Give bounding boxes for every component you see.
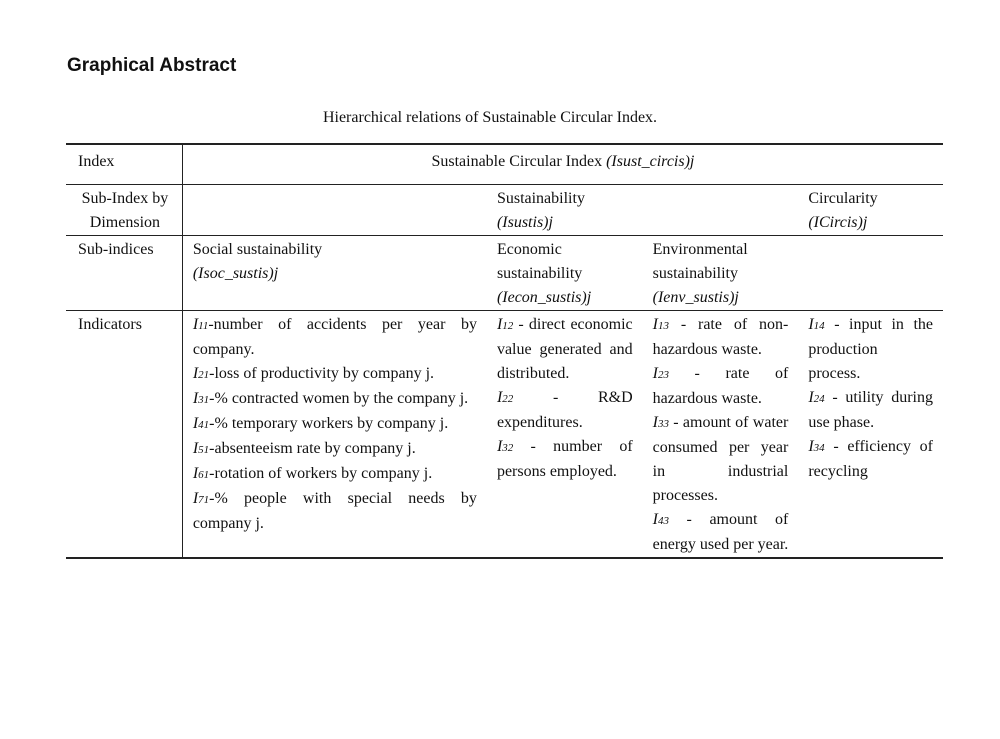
empty-cell bbox=[182, 185, 487, 236]
indicator-code: I bbox=[652, 316, 658, 333]
economic-label: Economic sustainability bbox=[496, 241, 583, 282]
indicator-code: I bbox=[496, 389, 503, 406]
indicator-item bbox=[808, 435, 933, 484]
indicator-item bbox=[193, 462, 477, 487]
social-symbol: (Isoc_sustis)j bbox=[192, 265, 279, 282]
indicator-text: - R&D expenditures. bbox=[496, 389, 633, 431]
circularity-indicators-cell bbox=[798, 311, 943, 559]
indicator-text: -% people with special needs by company j. bbox=[192, 490, 477, 532]
indicator-code: I bbox=[808, 389, 814, 406]
indicator-text: - direct economic value generated and distributed. bbox=[496, 316, 633, 382]
indicator-code: I bbox=[652, 365, 658, 382]
indicator-text: -loss of productivity by company j. bbox=[209, 365, 435, 382]
page-heading: Graphical Abstract bbox=[67, 55, 237, 76]
economic-symbol: (Iecon_sustis)j bbox=[496, 289, 592, 306]
table-row-index bbox=[66, 144, 943, 185]
row-label-indicators: Indicators bbox=[66, 311, 182, 559]
indicator-subscript: 21 bbox=[198, 369, 210, 381]
indicator-text: - efficiency of recycling bbox=[808, 438, 933, 480]
indicator-subscript: 22 bbox=[502, 393, 514, 405]
indicator-item bbox=[653, 508, 789, 557]
indicator-item bbox=[497, 386, 633, 435]
indicator-text: -rotation of workers by company j. bbox=[209, 465, 433, 482]
indicator-subscript: 61 bbox=[198, 469, 210, 481]
indicator-code: I bbox=[496, 316, 503, 333]
indicator-item bbox=[653, 411, 789, 508]
indicator-text: - input in the production process. bbox=[808, 316, 933, 382]
index-table bbox=[66, 143, 943, 559]
indicator-item bbox=[653, 313, 789, 362]
indicator-text: - amount of energy used per year. bbox=[652, 511, 789, 553]
row-label-subindex: Sub-Index by Dimension bbox=[66, 185, 182, 236]
circularity-cell bbox=[798, 185, 943, 236]
indicator-item bbox=[497, 435, 633, 484]
social-label: Social sustainability bbox=[192, 241, 323, 258]
table-caption: Hierarchical relations of Sustainable Circular Index. bbox=[322, 109, 658, 126]
indicator-text: -absenteeism rate by company j. bbox=[209, 440, 416, 457]
social-subindex-cell bbox=[182, 236, 487, 311]
indicator-item bbox=[808, 386, 933, 435]
indicator-text: - rate of non-hazardous waste. bbox=[652, 316, 789, 358]
economic-subindex-cell bbox=[487, 236, 643, 311]
indicator-text: - rate of hazardous waste. bbox=[652, 365, 789, 407]
circularity-label: Circularity bbox=[808, 190, 878, 207]
indicator-item bbox=[193, 362, 477, 387]
indicator-subscript: 24 bbox=[813, 393, 825, 405]
indicator-subscript: 32 bbox=[502, 442, 514, 454]
indicator-code: I bbox=[192, 390, 199, 407]
indicator-code: I bbox=[192, 316, 199, 333]
indicator-code: I bbox=[652, 414, 658, 431]
table-row-indicators bbox=[66, 311, 943, 559]
sustainability-label: Sustainability bbox=[496, 190, 585, 207]
indicator-subscript: 34 bbox=[813, 442, 825, 454]
indicator-code: I bbox=[192, 490, 199, 507]
indicator-item bbox=[193, 487, 477, 536]
environmental-subindex-cell bbox=[643, 236, 799, 311]
row-label-subindices: Sub-indices bbox=[66, 236, 182, 311]
environmental-label: Environmental sustainability bbox=[652, 241, 748, 282]
indicator-code: I bbox=[652, 511, 658, 528]
indicator-text: - utility during use phase. bbox=[808, 389, 933, 431]
index-symbol: (Isust_circis)j bbox=[606, 153, 695, 170]
indicator-subscript: 14 bbox=[813, 320, 825, 332]
sustainability-cell bbox=[487, 185, 798, 236]
indicator-subscript: 31 bbox=[198, 394, 210, 406]
indicator-subscript: 12 bbox=[502, 320, 514, 332]
indicator-code: I bbox=[808, 316, 814, 333]
indicator-code: I bbox=[192, 415, 199, 432]
environmental-indicators-cell bbox=[643, 311, 799, 559]
circularity-symbol: (ICircis)j bbox=[808, 214, 868, 231]
social-indicators-cell bbox=[182, 311, 487, 559]
indicator-item bbox=[653, 362, 789, 411]
empty-cell bbox=[798, 236, 943, 311]
indicator-code: I bbox=[496, 438, 503, 455]
indicator-subscript: 11 bbox=[198, 320, 209, 332]
index-title-cell bbox=[182, 144, 943, 185]
indicator-subscript: 23 bbox=[657, 369, 669, 381]
indicator-subscript: 71 bbox=[198, 494, 210, 506]
indicator-subscript: 13 bbox=[657, 320, 669, 332]
indicator-text: - amount of water consumed per year in industrial processes. bbox=[652, 414, 789, 504]
indicator-subscript: 41 bbox=[198, 419, 210, 431]
indicator-item bbox=[808, 313, 933, 386]
indicator-item bbox=[193, 437, 477, 462]
indicator-text: -% temporary workers by company j. bbox=[209, 415, 449, 432]
indicator-code: I bbox=[808, 438, 814, 455]
environmental-symbol: (Ienv_sustis)j bbox=[652, 289, 739, 306]
table-row-subindices bbox=[66, 236, 943, 311]
indicator-subscript: 43 bbox=[657, 515, 669, 527]
indicator-item bbox=[193, 313, 477, 362]
indicator-item bbox=[497, 313, 633, 386]
indicator-item bbox=[193, 412, 477, 437]
table-row-subindex bbox=[66, 185, 943, 236]
sustainability-symbol: (Isustis)j bbox=[496, 214, 553, 231]
indicator-text: -% contracted women by the company j. bbox=[209, 390, 469, 407]
indicator-code: I bbox=[192, 365, 199, 382]
row-label-index: Index bbox=[66, 144, 182, 185]
index-title: Sustainable Circular Index bbox=[431, 153, 603, 170]
economic-indicators-cell bbox=[487, 311, 643, 559]
indicator-subscript: 51 bbox=[198, 444, 210, 456]
indicator-code: I bbox=[192, 465, 199, 482]
indicator-item bbox=[193, 387, 477, 412]
indicator-code: I bbox=[192, 440, 199, 457]
indicator-text: -number of accidents per year by company. bbox=[192, 316, 477, 358]
indicator-text: - number of persons employed. bbox=[496, 438, 633, 480]
indicator-subscript: 33 bbox=[657, 418, 669, 430]
